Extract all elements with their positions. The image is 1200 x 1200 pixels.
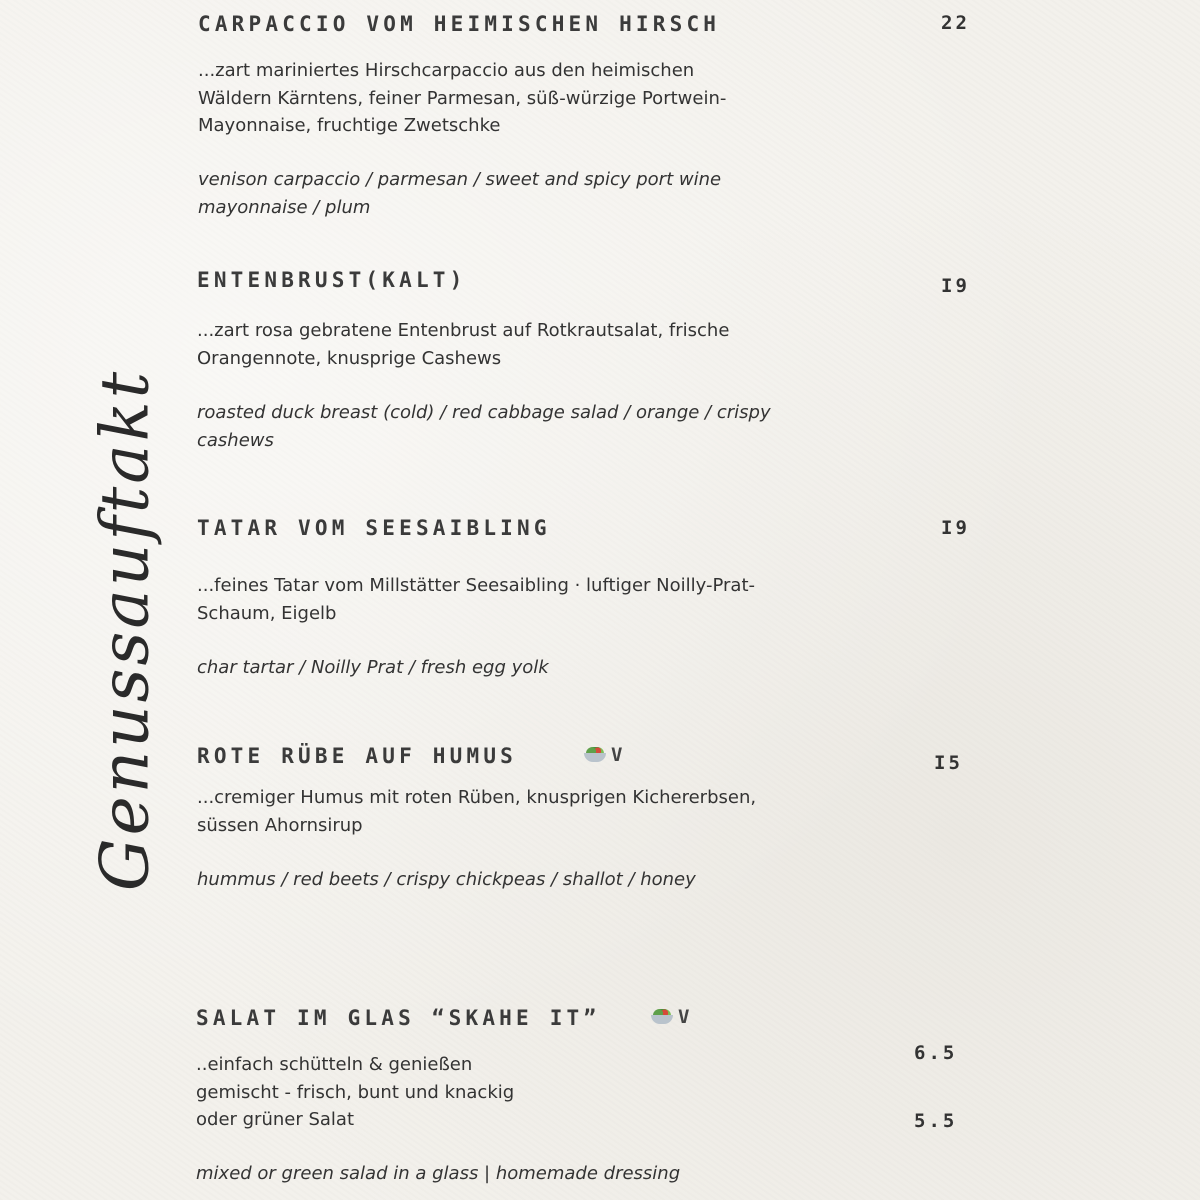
price-green: 5.5	[914, 1110, 958, 1132]
section-title-script: Genussauftakt	[86, 368, 164, 892]
item-description: ...zart rosa gebratene Entenbrust auf Rotkrautsalat, frische Orangennote, knusprige Cashews	[197, 320, 730, 369]
item-description: ...zart mariniertes Hirschcarpaccio aus den heimischen Wäldern Kärntens, feiner Parmesan, süß-würzige Portwein- Mayonnaise, fruchtige Zwetschke	[198, 60, 727, 136]
salad-bowl-icon	[584, 747, 606, 762]
item-description: ...cremiger Humus mit roten Rüben, knusprigen Kichererbsen, süssen Ahornsirup	[197, 787, 757, 836]
vegetarian-tag: V	[584, 744, 622, 766]
item-price: 22	[941, 12, 970, 34]
item-price: I9	[941, 275, 970, 297]
vegetarian-tag: V	[651, 1006, 689, 1028]
item-title: TATAR VOM SEESAIBLING	[197, 516, 551, 540]
item-translation: hummus / red beets / crispy chickpeas / shallot / honey	[197, 869, 696, 890]
item-description: ..einfach schütteln & genießen gemischt - frisch, bunt und knackig oder grüner Salat	[196, 1054, 515, 1130]
item-title: CARPACCIO VOM HEIMISCHEN HIRSCH	[198, 12, 721, 36]
salad-bowl-icon	[651, 1009, 673, 1024]
item-title: SALAT IM GLAS “SKAHE IT”	[196, 1006, 601, 1030]
item-translation: mixed or green salad in a glass | homemade dressing	[196, 1163, 681, 1184]
item-title: ENTENBRUST(KALT)	[197, 268, 467, 292]
item-title: ROTE RÜBE AUF HUMUS	[197, 744, 518, 768]
item-translation: roasted duck breast (cold) / red cabbage salad / orange / crispy cashews	[197, 402, 771, 451]
price-mixed: 6.5	[914, 1042, 958, 1064]
item-translation: venison carpaccio / parmesan / sweet and spicy port wine mayonnaise / plum	[198, 169, 722, 218]
item-price: I9	[941, 517, 970, 539]
item-price: I5	[934, 752, 963, 774]
item-translation: char tartar / Noilly Prat / fresh egg yolk	[197, 657, 549, 678]
item-description: ...feines Tatar vom Millstätter Seesaibling · luftiger Noilly-Prat- Schaum, Eigelb	[197, 575, 755, 624]
